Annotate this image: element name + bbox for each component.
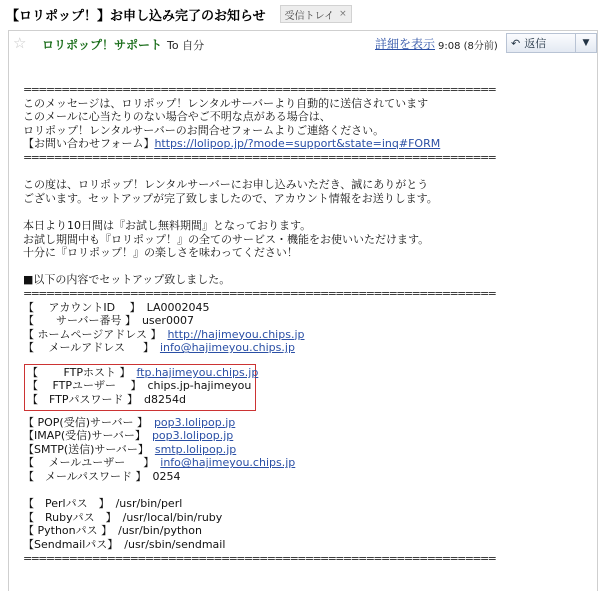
path-row: [23, 524, 593, 538]
remove-label-icon[interactable]: ×: [339, 9, 347, 19]
reply-label: 返信: [524, 37, 547, 50]
intro-line: このメッセージは、ロリポップ！レンタルサーバーより自動的に送信されています: [23, 96, 429, 110]
server-row-label: 【 POP(受信)サーバー 】: [23, 415, 148, 429]
reply-arrow-icon: ↶: [511, 36, 521, 50]
ftp-row: [27, 365, 259, 380]
ftp-row-value: d8254d: [143, 393, 186, 407]
ftp-row-label: 【 FTPホスト 】: [27, 365, 131, 379]
path-row: [23, 538, 593, 552]
thanks-line: ございます。セットアップが完了致しましたので、アカウント情報をお送りします。: [23, 191, 438, 205]
account-row: [23, 314, 593, 328]
inbox-label-text: 受信トレイ: [284, 10, 335, 22]
trial-block: [23, 219, 593, 260]
ftp-row-label: 【 FTPパスワード 】: [27, 393, 138, 407]
contact-line: [23, 137, 593, 151]
server-row-value: 0254: [152, 470, 181, 484]
path-row: [23, 511, 593, 525]
reply-button-group: [506, 33, 597, 53]
path-row-value: /usr/bin/perl: [115, 497, 183, 511]
reply-button[interactable]: [507, 34, 576, 52]
path-info: [23, 497, 593, 551]
intro-line: ロリポップ！レンタルサーバーのお問合せフォームよりご連絡ください。: [23, 123, 385, 137]
path-row-label: 【 Rubyパス 】: [23, 510, 117, 524]
account-info: [23, 301, 593, 355]
separator: ==============================================================: [23, 83, 496, 96]
sender-name[interactable]: ロリポップ！サポート: [42, 38, 163, 52]
separator: ==============================================================: [23, 286, 496, 300]
inbox-label-chip[interactable]: [280, 5, 352, 23]
server-row-value[interactable]: smtp.lolipop.jp: [154, 442, 237, 456]
trial-line: 十分に『ロリポップ！』の楽しさを味わってください！: [23, 246, 298, 260]
subject-bar: [6, 4, 352, 24]
account-row: [23, 341, 593, 355]
server-row-label: 【 メールパスワード 】: [23, 470, 147, 484]
path-row-label: 【Sendmailパス】: [23, 538, 119, 551]
ftp-row-value[interactable]: ftp.hajimeyou.chips.jp: [136, 365, 259, 379]
contact-label: 【お問い合わせフォーム】: [23, 137, 155, 151]
mail-server-info: [23, 416, 593, 484]
account-row-label: 【 アカウントID 】: [23, 300, 141, 314]
email-subject: 【ロリポップ！】お申し込み完了のお知らせ: [6, 8, 266, 24]
star-icon[interactable]: ☆: [13, 34, 27, 52]
message-card: [8, 30, 598, 591]
contact-form-link[interactable]: https://lolipop.jp/?mode=support&state=inq#FORM: [154, 137, 441, 151]
recipient-text: To 自分: [167, 39, 205, 52]
ftp-row: [27, 379, 253, 393]
chevron-down-icon: ▼: [582, 38, 590, 48]
account-row-value[interactable]: info@hajimeyou.chips.jp: [159, 341, 295, 355]
account-row-label: 【 メールアドレス 】: [23, 341, 154, 355]
ftp-row-label: 【 FTPユーザー 】: [27, 379, 142, 393]
server-row: [23, 470, 593, 484]
server-row-value[interactable]: pop3.lolipop.jp: [153, 415, 236, 429]
path-row-value: /usr/bin/python: [118, 524, 202, 538]
separator: ==============================================================: [23, 551, 496, 565]
trial-line: 本日より10日間は『お試し無料期間』となっております。: [23, 218, 312, 232]
path-row-value: /usr/sbin/sendmail: [124, 538, 226, 551]
thanks-line: この度は、ロリポップ！レンタルサーバーにお申し込みいただき、誠にありがとう: [23, 178, 429, 192]
server-row-label: 【 メールユーザー 】: [23, 456, 155, 470]
path-row-value: /usr/local/bin/ruby: [122, 510, 223, 524]
account-row-value: user0007: [141, 314, 194, 328]
account-row-value[interactable]: http://hajimeyou.chips.jp: [167, 327, 305, 341]
setup-heading: ■以下の内容でセットアップ致しました。: [23, 273, 231, 287]
ftp-info-highlight: [24, 364, 259, 411]
account-row: [23, 301, 593, 315]
ftp-row: [27, 393, 253, 407]
server-row: [23, 443, 593, 457]
message-body: [23, 83, 593, 565]
separator: ==============================================================: [23, 150, 496, 164]
server-row-value[interactable]: pop3.lolipop.jp: [151, 429, 234, 443]
trial-line: お試し期間中も『ロリポップ！』の全てのサービス・機能をお使いいただけます。: [23, 232, 430, 246]
server-row-label: 【IMAP(受信)サーバー】: [23, 429, 146, 443]
server-row: [23, 429, 593, 443]
server-row-label: 【SMTP(送信)サーバー】: [23, 442, 149, 456]
thanks-block: [23, 178, 593, 205]
intro-line: このメールに心当たりのない場合やご不明な点がある場合は、: [23, 110, 331, 124]
ftp-info: [27, 365, 259, 407]
server-row: [23, 416, 593, 430]
message-time: 9:08 (8分前): [438, 41, 498, 52]
intro-block: [23, 97, 593, 138]
account-row: [23, 328, 593, 342]
show-details-link[interactable]: 詳細を表示: [375, 37, 436, 51]
ftp-row-value: chips.jp-hajimeyou: [147, 379, 252, 393]
server-row: [23, 456, 593, 470]
account-row-value: LA0002045: [146, 300, 210, 314]
account-row-label: 【 サーバー番号 】: [23, 314, 136, 328]
server-row-value[interactable]: info@hajimeyou.chips.jp: [160, 456, 296, 470]
path-row: [23, 497, 593, 511]
more-actions-button[interactable]: [576, 34, 596, 52]
account-row-label: 【 ホームページアドレス 】: [23, 327, 162, 341]
message-header: [9, 31, 597, 55]
path-row-label: 【 Pythonパス 】: [23, 524, 113, 538]
path-row-label: 【 Perlパス 】: [23, 497, 110, 511]
